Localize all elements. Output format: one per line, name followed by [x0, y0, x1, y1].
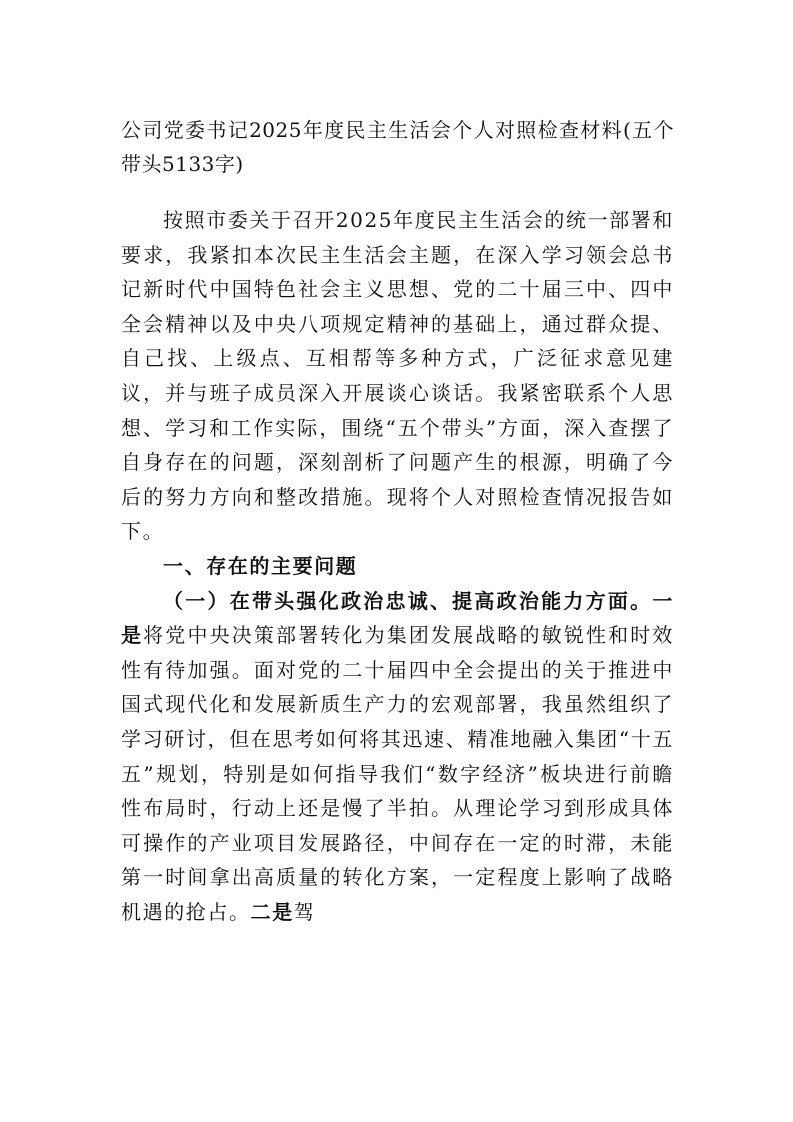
section-heading: 一、存在的主要问题 [163, 553, 358, 578]
document-body [121, 113, 674, 929]
subsection-paragraph [121, 584, 674, 930]
point-lead-1: 一是 [121, 588, 674, 648]
intro-paragraph: 按照市委关于召开2025年度民主生活会的统一部署和要求，我紧扣本次民主生活会主题，在深入学习领会总书记新时代中国特色社会主义思想、党的二十届三中、四中全会精神以及中央八项规定精神的基础上，通过群众提、自己找、上级点、互相帮等多种方式，广泛征求意见建议，并与班子成员深入开展谈心谈话。我紧密联系个人思想、学习和工作实际，围绕“五个带头”方面，深入查摆了自身存在的问题，深刻剖析了问题产生的根源，明确了今后的努力方向和整改措施。现将个人对照检查情况报告如下。 [121, 208, 674, 544]
document-title: 公司党委书记2025年度民主生活会个人对照检查材料(五个带头5133字) [121, 118, 674, 176]
point-text-1: 将党中央决策部署转化为集团发展战略的敏锐性和时效性有待加强。面对党的二十届四中全会提出的关于推进中国式现代化和发展新质生产力的宏观部署，我虽然组织了学习研讨，但在思考如何将其迅速、精准地融入集团“十五五”规划，特别是如何指导我们“数字经济”板块进行前瞻性布局时，行动上还是慢了半拍。从理论学习到形成具体可操作的产业项目发展路径，中间存在一定的时滞，未能第一时间拿出高质量的转化方案，一定程度上影响了战略机遇的抢占。 [121, 623, 674, 924]
point-lead-2: 二是 [250, 899, 294, 924]
point-text-2: 驾 [293, 899, 316, 924]
subsection-heading: （一）在带头强化政治忠诚、提高政治能力方面。 [163, 588, 653, 613]
